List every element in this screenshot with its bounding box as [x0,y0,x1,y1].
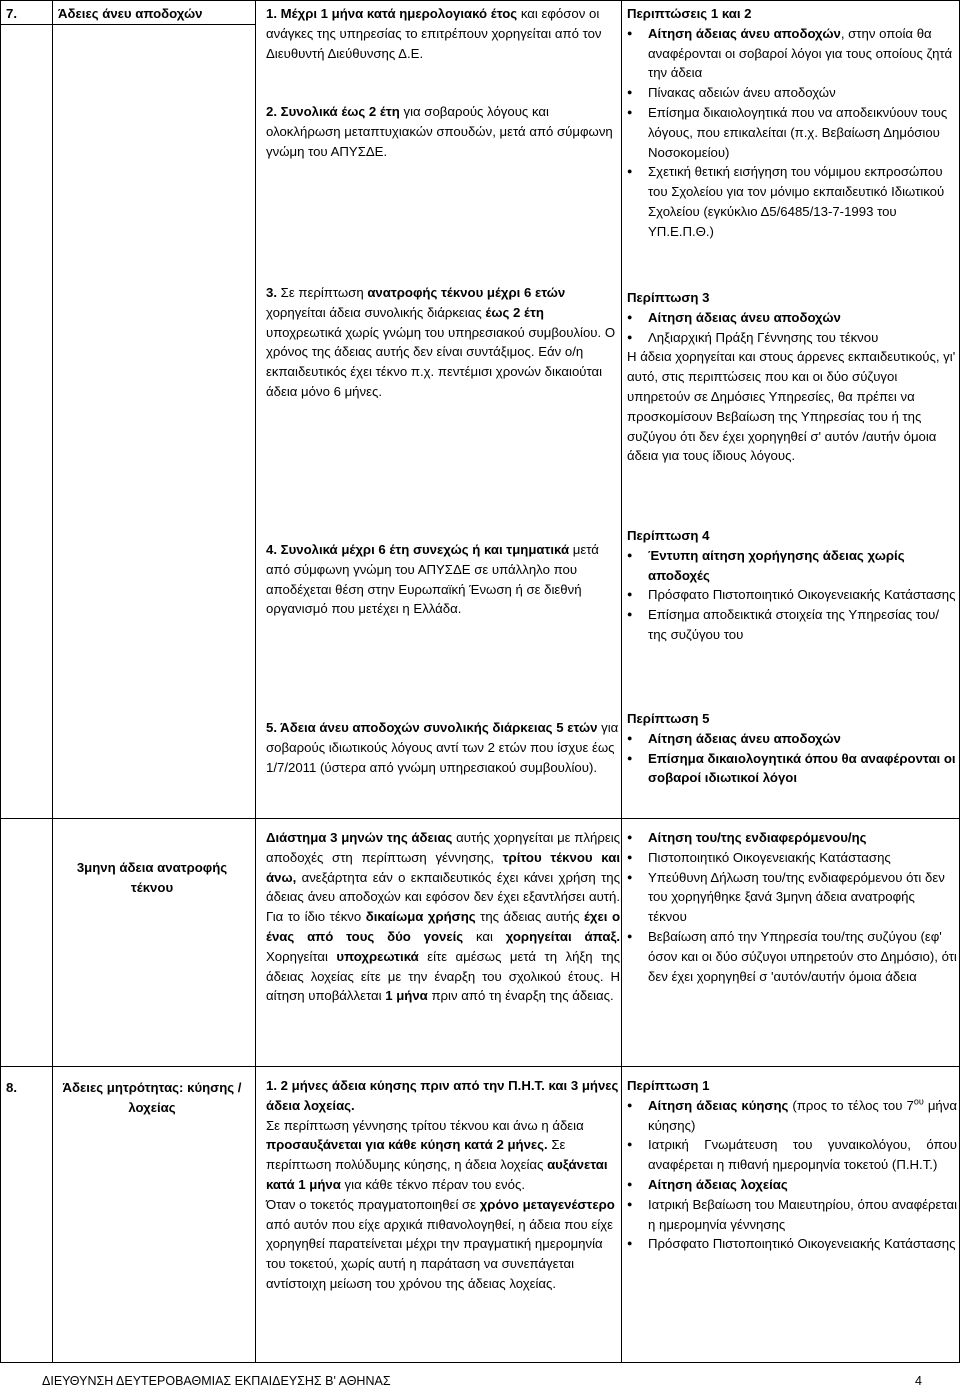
case3-text: Η άδεια χορηγείται και στους άρρενες εκπαιδευτικούς, γι' αυτό, στις περιπτώσεις που και οι δύο σύζυγοι υπηρετούν σε Δημόσιες Υπηρεσίες, θα πρέπει να προσκομίσουν Βεβαίωση της Υπηρεσίας του ή της συζύγου ότι δεν έχει χορηγηθεί σ' αυτόν /αυτήν όμοια άδεια για τους ίδιους λόγους. [627,349,956,464]
childcare-p4: ανεξάρτητα εάν ο εκπαιδευτικός έχει κάνει χρήση της άδειας άνευ αποδοχών και εφόσον δεν έχει εξαντλήσει αυτή. Για το ίδιο τέκνο [266,869,620,925]
item3-t1: Σε περίπτωση [277,285,368,300]
case3-heading: Περίπτωση 3 [627,290,710,305]
row8-t5: από αυτόν που είχε αρχικά πιθανολογηθεί, η άδεια που είχε χορηγηθεί παρατείνεται μέχρι την πραγματική ημερομηνία του τοκετού, χωρίς αυτή η παράταση να συνεπάγεται αντίστοιχη μείωση του χρόνου της άδειας λοχείας. [266,1216,614,1291]
case12-bullet-3: ● Επίσημα δικαιολογητικά που να αποδεικνύουν τους λόγους, που επικαλείται (π.χ. Βεβαίωση Δημόσιου Νοσοκομείου) [627,103,957,162]
childcare-docs [627,828,957,986]
case5-heading: Περίπτωση 5 [627,711,710,726]
row8-para-1 [266,1116,620,1195]
row8-t3: για κάθε τέκνο πέραν του ενός. [340,1176,525,1192]
case3-bullet-2: ● Ληξιαρχική Πράξη Γέννησης του τέκνου [627,328,957,348]
row7-item3 [266,283,620,402]
item5-rest: για σοβαρούς ιδιωτικούς λόγους αντί των 2 ετών που ίσχυε έως 1/7/2011 (ύστερα από γνώμη υπηρεσιακού συμβουλίου). [266,720,619,775]
case1-bullet-5: ● Πρόσφατο Πιστοποιητικό Οικογενειακής Κατάστασης [627,1234,957,1254]
row7-item5 [266,718,620,777]
childcare-p1: Διάστημα 3 μηνών της άδειας [266,830,453,845]
col-divider-1 [52,0,53,1362]
footer-text: ΔΙΕΥΘΥΝΣΗ ΔΕΥΤΕΡΟΒΑΘΜΙΑΣ ΕΚΠΑΙΔΕΥΣΗΣ Β' ΑΘΗΝΑΣ [42,1374,391,1388]
case5-block [627,709,957,788]
row8-number: 8. [6,1080,17,1095]
childcare-p14: πριν από τη έναρξη της άδειας. [427,988,614,1004]
case4-bullet-1: ● Έντυπη αίτηση χορήγησης άδειας χωρίς αποδοχές [627,546,957,586]
childcare-p10: Χορηγείται [266,948,337,964]
case5-bullet-2: ● Επίσημα δικαιολογητικά όπου θα αναφέρονται οι σοβαροί ιδιωτικοί λόγοι [627,749,957,789]
childcare-p8: και [463,928,506,944]
case1-bullet-4: ● Ιατρική Βεβαίωση του Μαιευτηρίου, όπου αναφέρεται η ημερομηνία γέννησης [627,1195,957,1235]
case4-block [627,526,957,645]
childcare-p12: είτε αμέσως μετά τη λήξη της άδειας λοχείας είτε με την έναρξη του σχολικού έτους. Η αίτηση υποβάλλεται [266,948,620,1004]
childcare-doc-3: ● Υπεύθυνη Δήλωση του/της ενδιαφερόμενου ότι δεν του χορηγήθηκε ξανά 3μηνη άδεια ανατροφής τέκνου [627,868,957,927]
childcare-p11: υποχρεωτικά [336,948,419,964]
case12-bullet-2: ● Πίνακας αδειών άνευ αποδοχών [627,83,957,103]
col-divider-2 [255,0,256,1362]
col-divider-3 [621,0,622,1362]
table-border-top [0,0,960,1]
case1-b1-sup: ου [913,1096,924,1107]
case4-bullet-3: ● Επίσημα αποδεικτικά στοιχεία της Υπηρεσίας του/της συζύγου του [627,605,957,645]
item3-t3: υποχρεωτικά χωρίς γνώμη του υπηρεσιακού συμβουλίου. Ο χρόνος της άδειας αυτής δεν είναι συντάξιμος. Εάν ο/η εκπαιδευτικός έχει τέκνο π.χ. πεντέμισι χρονών δικαιούται άδεια μόνο 6 μήνες. [266,324,616,399]
childcare-p2: αυτής χορηγείται με πλήρεις αποδοχές στη περίπτωση γέννησης, [266,830,620,865]
case3-bullet-1: ● Αίτηση άδειας άνευ αποδοχών [627,308,957,328]
cases-1-2-block [627,4,957,242]
case12-bullet-1 [627,24,957,83]
case4-heading: Περίπτωση 4 [627,528,710,543]
childcare-p3: τρίτου τέκνου και άνω, [266,849,620,885]
childcare-doc-1: ● Αίτηση του/της ενδιαφερόμενου/ης [627,828,957,848]
page-number: 4 [915,1374,922,1388]
row7-number: 7. [6,6,17,21]
case1-bullet-1 [627,1096,957,1136]
case5-bullet-1: ● Αίτηση άδειας άνευ αποδοχών [627,729,957,749]
childcare-p7: έχει ο ένας από τους δύο γονείς [266,909,620,944]
row8-description [266,1076,620,1294]
item3-b2: έως 2 έτη [485,304,544,320]
case12-b1-bold: Αίτηση άδειας άνευ αποδοχών [648,25,841,41]
item4-rest: μετά από σύμφωνη γνώμη του ΑΠΥΣΔΕ σε υπάλληλο που αποδέχεται θέση στην Ευρωπαϊκή Ένωση ή σε διεθνή οργανισμό που μετέχει η Ελλάδα. [266,542,599,617]
item3-t2: χορηγείται άδεια συνολικής διάρκειας [266,304,486,320]
item3-b1: ανατροφής τέκνου μέχρι 6 ετών [367,285,566,300]
childcare-doc-4: ● Βεβαίωση από την Υπηρεσία του/της συζύγου (εφ' όσον και οι δύο σύζυγοι υπηρετούν στο Δημόσιο), ότι δεν έχει χορηγηθεί σ 'αυτόν/αυτήν όμοια άδεια [627,927,957,986]
row7-item4 [266,540,620,619]
case4-bullet-2: ● Πρόσφατο Πιστοποιητικό Οικογενειακής Κατάστασης [627,585,957,605]
item1-rest: και εφόσον οι ανάγκες της υπηρεσίας το επιτρέπουν χορηγείται από τον Διευθυντή Διεύθυνσης Δ.Ε. [266,6,602,61]
row8-b1: προσαυξάνεται για κάθε κύηση κατά 2 μήνες. [266,1137,548,1153]
case1-b1-bold: Αίτηση άδειας κύησης [648,1097,789,1113]
childcare-description [266,828,620,1006]
table-border-bottom [0,1362,960,1363]
childcare-p5: δικαίωμα χρήσης [365,909,476,925]
cases-1-2-heading: Περιπτώσεις 1 και 2 [627,6,752,21]
row8-t1: Σε περίπτωση γέννησης τρίτου τέκνου και άνω η άδεια [266,1117,584,1133]
page-footer [42,1372,922,1392]
case1-block [627,1076,957,1254]
row8-title: Άδειες μητρότητας: κύησης / λοχείας [62,1080,242,1115]
case12-bullet-4: ● Σχετική θετική εισήγηση του νόμιμου εκπροσώπου του Σχολείου για τον μόνιμο εκπαιδευτικό Ιδιωτικού Σχολείου (εγκύκλιο Δ5/6485/13-7-1993 του ΥΠ.Ε.Π.Θ.) [627,162,957,241]
childcare-p6: της άδειας αυτής [475,909,584,925]
case1-heading: Περίπτωση 1 [627,1078,710,1093]
row8-b3: χρόνο μεταγενέστερο [479,1196,615,1212]
row-divider-row8 [0,1066,960,1067]
row8-t2: Σε περίπτωση πολύδυμης κύησης, η άδεια λοχείας [266,1137,566,1173]
row8-b2: αυξάνεται κατά 1 μήνα [266,1157,608,1192]
item5-lead: 5. Άδεια άνευ αποδοχών συνολικής διάρκειας 5 ετών [266,720,598,735]
case3-block [627,288,957,466]
case1-bullet-2: ● Ιατρική Γνωμάτευση του γυναικολόγου, όπου αναφέρεται η πιθανή ημερομηνία τοκετού (Π.Η.Τ.) [627,1135,957,1175]
childcare-p9: χορηγείται άπαξ. [505,928,620,944]
item4-lead: 4. Συνολικά μέχρι 6 έτη συνεχώς ή και τμηματικά [266,542,570,557]
row8-t4: Όταν ο τοκετός πραγματοποιηθεί σε [266,1196,480,1212]
childcare-title: 3μηνη άδεια ανατροφής τέκνου [76,860,228,895]
row7-header-rule [0,24,255,25]
item2-lead: 2. Συνολικά έως 2 έτη [266,104,400,119]
table-border-left [0,0,1,1362]
case12-b1-rest: , στην οποία θα αναφέρονται οι σοβαροί λόγοι για τους οποίους ζητά την άδεια [648,25,953,81]
row-divider-childcare [0,818,960,819]
row8-para-2 [266,1195,620,1294]
item1-lead: 1. Μέχρι 1 μήνα κατά ημερολογιακό έτος [266,6,518,21]
row8-lead: 1. 2 μήνες άδεια κύησης πριν από την Π.Η.Τ. και 3 μήνες άδεια λοχείας. [266,1078,619,1113]
childcare-p13: 1 μήνα [385,988,428,1004]
case1-b1-rest: (προς το τέλος του 7 [788,1097,914,1113]
row7-item1 [266,4,620,63]
item3-num: 3. [266,285,277,300]
childcare-doc-2: ● Πιστοποιητικό Οικογενειακής Κατάστασης [627,848,957,868]
item2-rest: για σοβαρούς λόγους και ολοκλήρωση μεταπτυχιακών σπουδών, μετά από σύμφωνη γνώμη του ΑΠΥΣΔΕ. [266,104,613,159]
row7-item2 [266,102,620,161]
case1-b1-end: μήνα κύησης) [648,1097,957,1133]
row7-title: Άδειες άνευ αποδοχών [58,6,203,21]
case1-bullet-3: ● Αίτηση άδειας λοχείας [627,1175,957,1195]
